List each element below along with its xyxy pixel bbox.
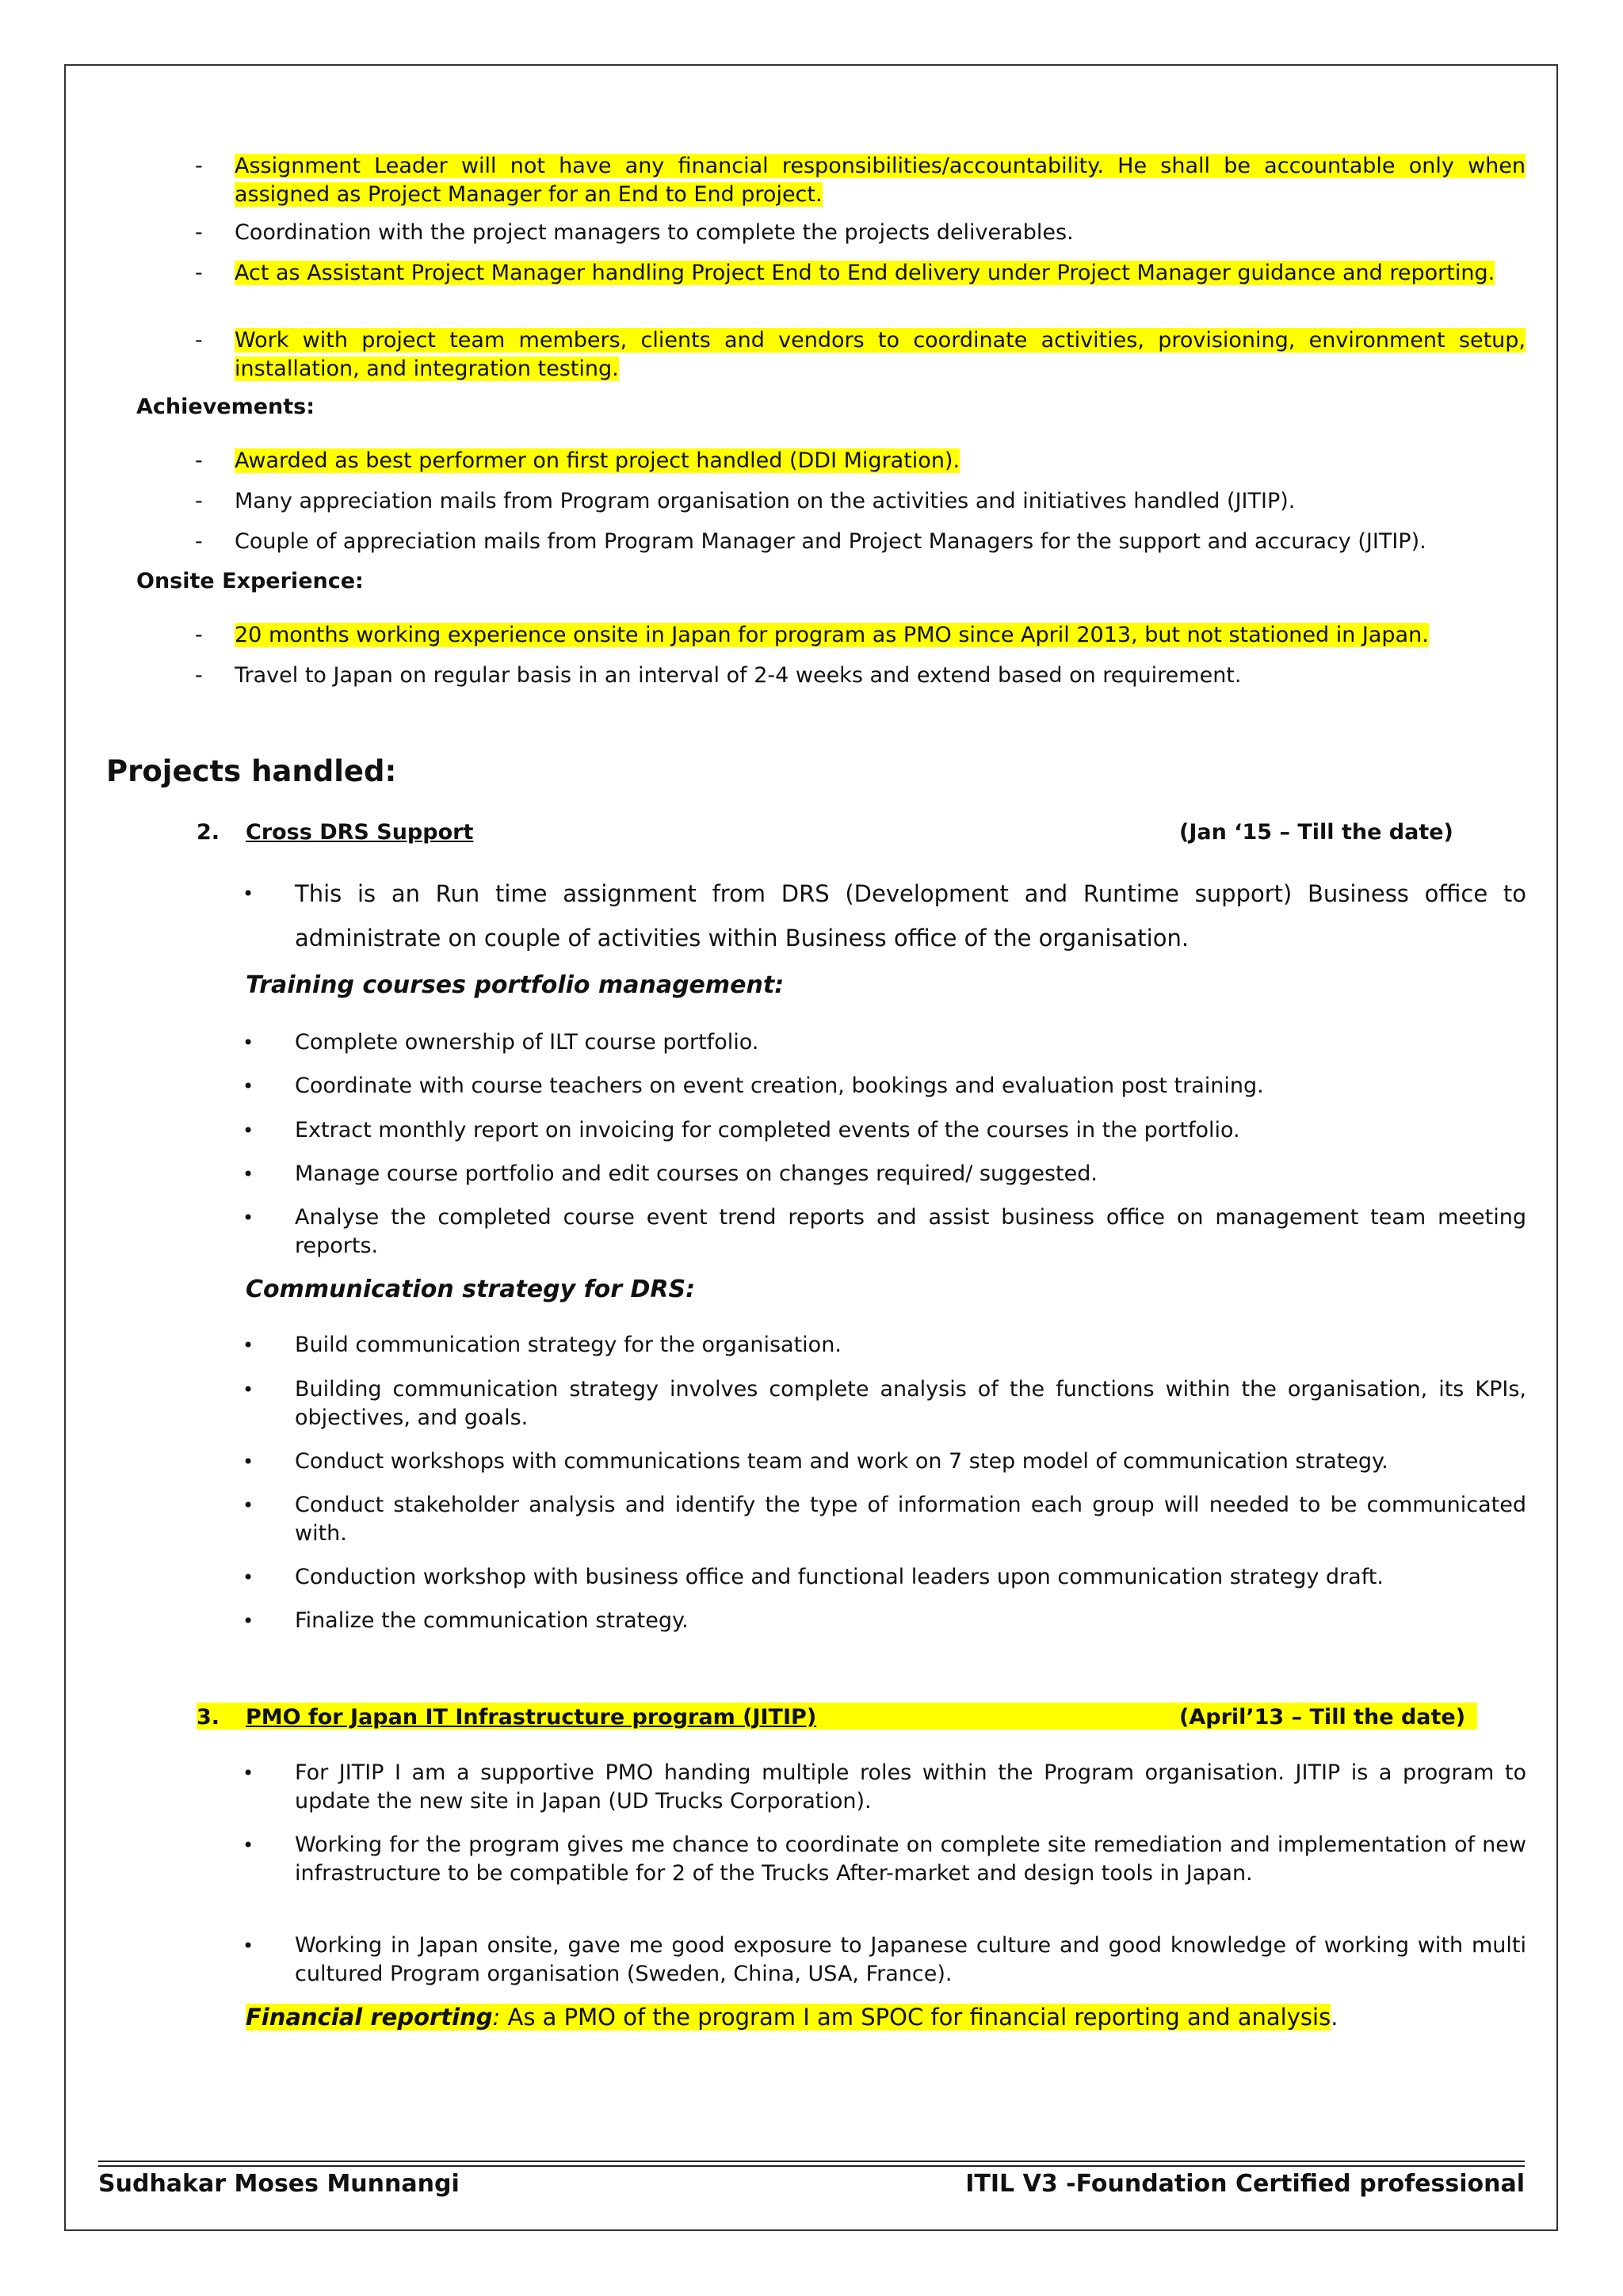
list-item-text: For JITIP I am a supportive PMO handing multiple roles within the Program organisation. JITIP is a program to update the new site in Japan (UD Trucks Corporation). (295, 1760, 1526, 1814)
footer-name: Sudhakar Moses Munnangi (98, 2170, 460, 2198)
financial-colon: : (492, 2004, 501, 2031)
footer-divider (98, 2165, 1525, 2167)
list-item-text: Manage course portfolio and edit courses on changes required/ suggested. (295, 1161, 1098, 1186)
responsibility-text: Act as Assistant Project Manager handling Project End to End delivery under Project Manager guidance and reporting. (235, 261, 1495, 285)
onsite-text: 20 months working experience onsite in Japan for program as PMO since April 2013, but not stationed in Japan. (235, 623, 1429, 647)
footer-divider (98, 2161, 1525, 2162)
bullet-marker: • (242, 1566, 254, 1589)
onsite-text: Travel to Japan on regular basis in an interval of 2-4 weeks and extend based on requirement. (235, 663, 1242, 688)
responsibility-text: Assignment Leader will not have any financial responsibilities/accountability. He shall be accountable only when assigned as Project Manager for an End to End project. (235, 154, 1526, 207)
dash-marker: - (195, 663, 203, 688)
bullet-marker: • (242, 1379, 254, 1401)
responsibility-text: Coordination with the project managers to complete the projects deliverables. (235, 220, 1074, 245)
dash-marker: - (195, 623, 203, 647)
bullet-marker: • (242, 1075, 254, 1097)
list-item-text: Conduct stakeholder analysis and identify the type of information each group will needed to be communicated with. (295, 1493, 1526, 1546)
dash-marker: - (195, 154, 203, 178)
project-number: 2. (197, 820, 220, 845)
achievement-text: Couple of appreciation mails from Program Manager and Project Managers for the support and accuracy (JITIP). (235, 529, 1426, 554)
list-item-text: Building communication strategy involves complete analysis of the functions within the organisation, its KPIs, objectives, and goals. (295, 1377, 1526, 1430)
page-frame (64, 64, 1558, 2231)
list-item-text: Extract monthly report on invoicing for completed events of the courses in the portfolio. (295, 1118, 1240, 1142)
dash-marker: - (195, 489, 203, 513)
list-item-text: Finalize the communication strategy. (295, 1608, 689, 1633)
bullet-marker: • (242, 883, 254, 905)
bullet-marker: • (242, 1762, 254, 1784)
list-item-text: Analyse the completed course event trend reports and assist business office on management team meeting reports. (295, 1205, 1526, 1258)
list-item-text: Build communication strategy for the organisation. (295, 1333, 842, 1357)
dash-marker: - (195, 261, 203, 285)
financial-period: . (1331, 2004, 1338, 2031)
financial-reporting-text: As a PMO of the program I am SPOC for financial reporting and analysis (500, 2004, 1331, 2031)
achievement-text: Awarded as best performer on first project handled (DDI Migration). (235, 448, 960, 473)
dash-marker: - (195, 220, 203, 245)
bullet-marker: • (242, 1935, 254, 1957)
financial-reporting-line (246, 2003, 1338, 2031)
financial-reporting-label: Financial reporting (246, 2004, 493, 2031)
bullet-marker: • (242, 1610, 254, 1632)
achievements-heading: Achievements: (136, 395, 315, 419)
list-item-text: Complete ownership of ILT course portfolio. (295, 1030, 759, 1055)
project-dates: (April’13 – Till the date) (1179, 1705, 1466, 1730)
dash-marker: - (195, 529, 203, 554)
project-number: 3. (197, 1705, 220, 1730)
dash-marker: - (195, 448, 203, 473)
bullet-marker: • (242, 1334, 254, 1356)
responsibility-text: Work with project team members, clients and vendors to coordinate activities, provisioning, environment setup, installation, and integration testing. (235, 328, 1526, 381)
bullet-marker: • (242, 1163, 254, 1185)
list-item-text: Conduct workshops with communications team and work on 7 step model of communication strategy. (295, 1449, 1388, 1474)
bullet-marker: • (242, 1451, 254, 1473)
dash-marker: - (195, 328, 203, 353)
onsite-heading: Onsite Experience: (136, 569, 364, 593)
bullet-marker: • (242, 1032, 254, 1054)
communication-heading: Communication strategy for DRS: (246, 1276, 696, 1303)
list-item-text: Working in Japan onsite, gave me good exposure to Japanese culture and good knowledge of working with multi cultured Program organisation (Sweden, China, USA, France). (295, 1933, 1526, 1986)
bullet-marker: • (242, 1207, 254, 1229)
project-dates: (Jan ‘15 – Till the date) (1179, 820, 1453, 845)
bullet-marker: • (242, 1834, 254, 1856)
footer-certification: ITIL V3 -Foundation Certified professional (965, 2170, 1525, 2198)
projects-heading: Projects handled: (106, 754, 397, 788)
bullet-marker: • (242, 1119, 254, 1142)
list-item-text: Conduction workshop with business office and functional leaders upon communication strategy draft. (295, 1565, 1384, 1589)
list-item-text: Working for the program gives me chance to coordinate on complete site remediation and implementation of new infrastructure to be compatible for 2 of the Trucks After-market and design tools in Japan. (295, 1833, 1526, 1886)
training-heading: Training courses portfolio management: (246, 971, 785, 999)
project-title: Cross DRS Support (246, 820, 474, 845)
list-item-text: Coordinate with course teachers on event creation, bookings and evaluation post training. (295, 1074, 1264, 1098)
achievement-text: Many appreciation mails from Program organisation on the activities and initiatives handled (JITIP). (235, 489, 1296, 513)
project-title: PMO for Japan IT Infrastructure program (JITIP) (246, 1705, 817, 1730)
bullet-marker: • (242, 1494, 254, 1516)
project-intro-text: This is an Run time assignment from DRS (Development and Runtime support) Business office to administrate on couple of activities within Business office of the organisation. (295, 880, 1526, 952)
